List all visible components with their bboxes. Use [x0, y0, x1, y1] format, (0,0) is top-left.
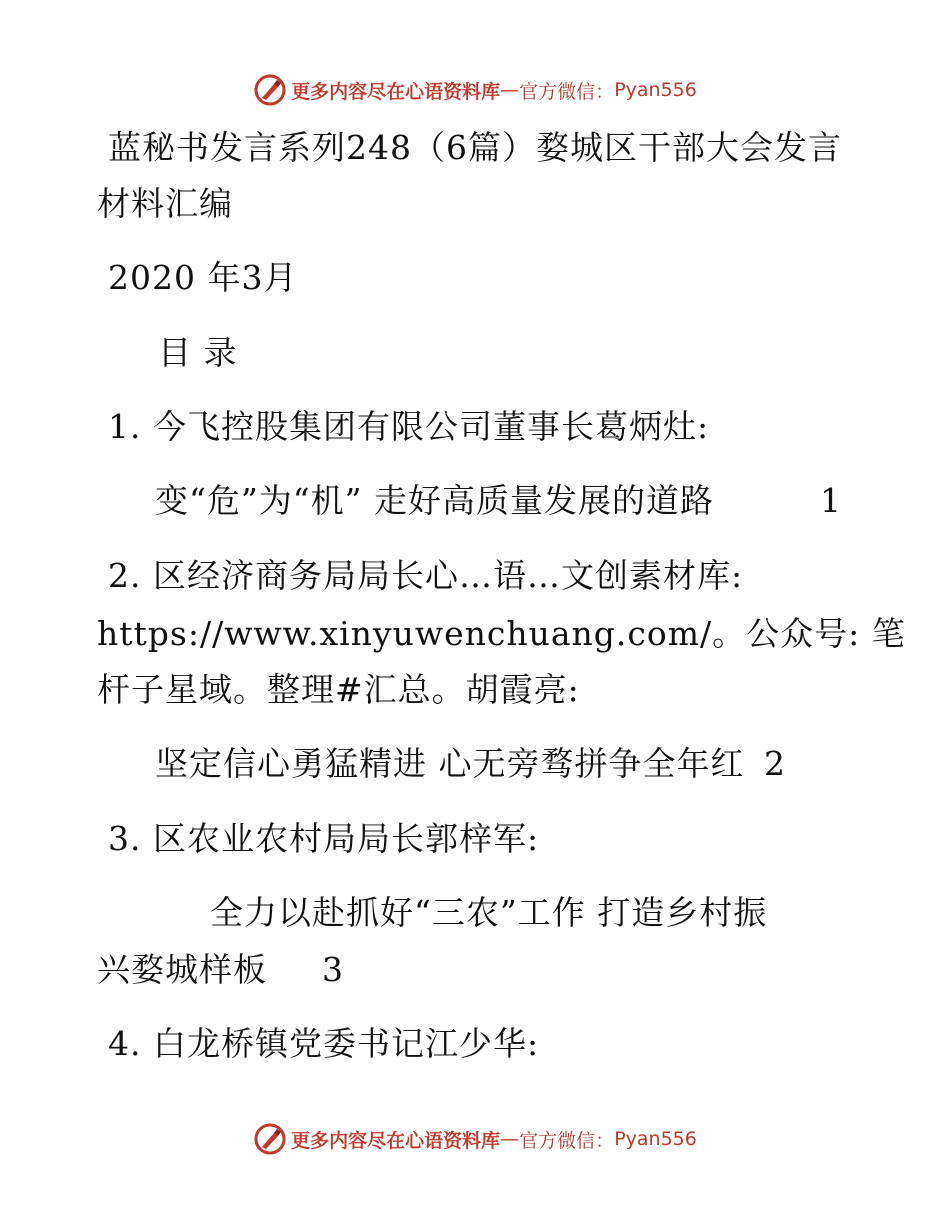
- document-title-line2: 材料汇编: [97, 184, 233, 223]
- toc-item-3-author: 3. 区农业农村局局长郭梓军:: [108, 819, 540, 858]
- banner-wechat-id: Pyan556: [614, 79, 697, 101]
- toc-item-2-title: 坚定信心勇猛精进 心无旁骛拼争全年红: [155, 744, 745, 783]
- banner-separator: —: [500, 79, 520, 101]
- banner-wechat-id: Pyan556: [614, 1128, 697, 1150]
- toc-item-4-author: 4. 白龙桥镇党委书记江少华:: [108, 1024, 540, 1063]
- pen-logo-icon: [253, 73, 287, 107]
- header-watermark: [0, 70, 950, 110]
- pen-logo-icon: [253, 1122, 287, 1156]
- banner-main-text: 更多内容尽在心语资料库: [291, 1129, 501, 1152]
- toc-item-1-title: 变“危”为“机” 走好高质量发展的道路: [155, 481, 714, 520]
- toc-item-2-author-line2: https://www.xinyuwenchuang.com/。公众号: 笔: [97, 614, 906, 653]
- toc-item-2-author-line1: 2. 区经济商务局局长心…语…文创素材库:: [108, 556, 744, 595]
- toc-item-1-page: 1: [820, 481, 842, 520]
- toc-item-2-author-line3: 杆子星域。整理#汇总。胡霞亮:: [97, 670, 580, 709]
- banner-wechat-label: 官方微信：: [519, 80, 615, 103]
- toc-item-2-page: 2: [764, 744, 786, 783]
- banner-separator: —: [500, 1128, 520, 1150]
- toc-item-3-page: 3: [322, 950, 344, 989]
- document-title-line1: 蓝秘书发言系列248（6篇）婺城区干部大会发言: [108, 128, 842, 167]
- toc-item-3-title-line2: 兴婺城样板: [97, 950, 267, 989]
- banner-main-text: 更多内容尽在心语资料库: [291, 80, 501, 103]
- toc-item-1-author: 1. 今飞控股集团有限公司董事长葛炳灶:: [108, 407, 710, 446]
- toc-heading: 目 录: [158, 333, 238, 372]
- footer-watermark: [0, 1119, 950, 1159]
- banner-wechat-label: 官方微信：: [519, 1129, 615, 1152]
- toc-item-3-title-line1: 全力以赴抓好“三农”工作 打造乡村振: [210, 893, 768, 932]
- document-date: 2020 年3月: [108, 258, 298, 297]
